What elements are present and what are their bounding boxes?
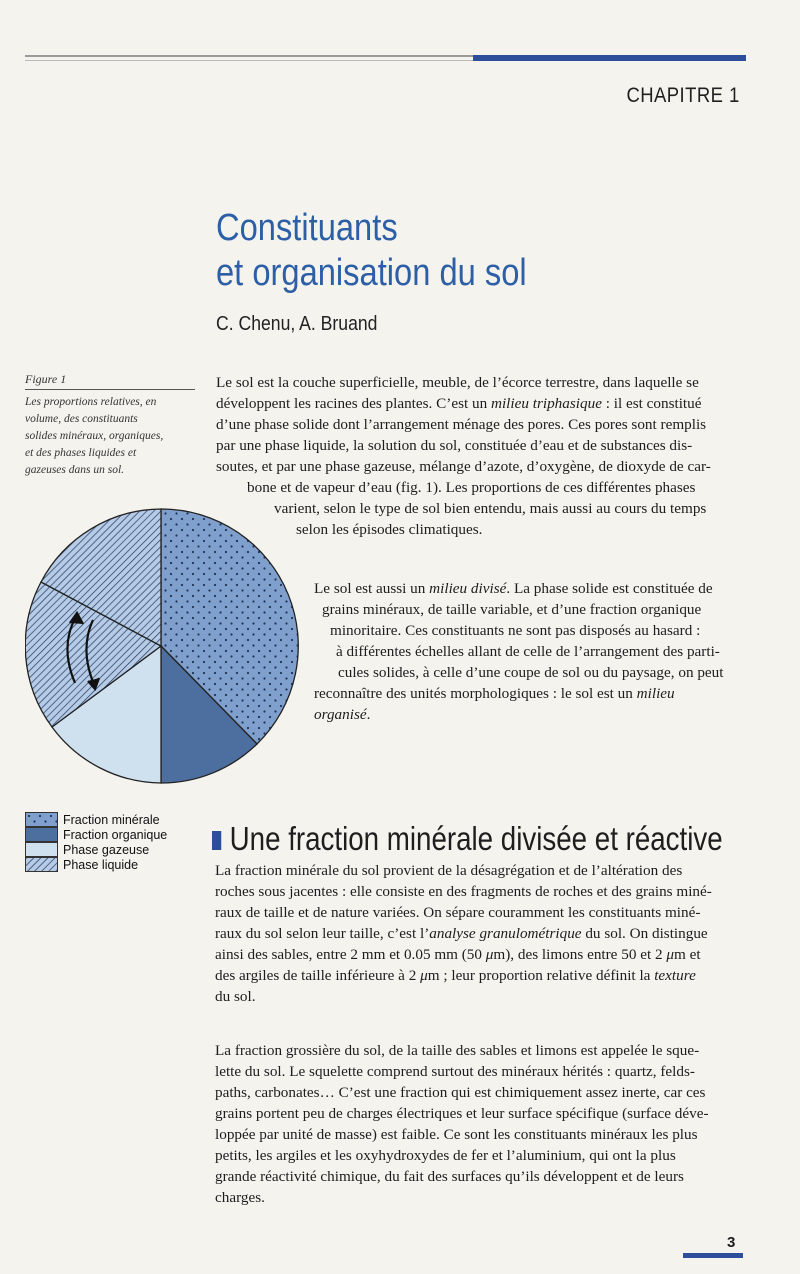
legend-item-organic: [25, 827, 167, 842]
section-bullet-icon: [212, 831, 221, 850]
para3-line: raux de taille et de nature variées. On sépare couramment les constituants miné-: [215, 904, 701, 921]
figure-caption-line: volume, des constituants: [25, 413, 138, 425]
para2-line: cules solides, à celle d’une coupe de sol ou du paysage, on peut: [338, 664, 724, 681]
figure-caption: [25, 394, 200, 479]
figure-label: Figure 1: [25, 372, 67, 386]
soil-phase-pie-chart: [25, 505, 305, 787]
para3-line: des argiles de taille inférieure à 2 μm ; leur proportion relative définit la texture: [215, 967, 696, 984]
mineral-fraction-paragraph: [215, 860, 743, 1007]
legend-swatch-organic: [25, 827, 58, 842]
intro-line: soutes, et par une phase gazeuse, mélange d’azote, d’oxygène, de dioxyde de car-: [216, 458, 711, 475]
para2-line: minoritaire. Ces constituants ne sont pas disposés au hasard :: [330, 622, 701, 639]
legend-swatch-gas: [25, 842, 58, 857]
chapter-label: CHAPITRE 1: [626, 84, 740, 107]
legend-item-mineral: [25, 812, 167, 827]
legend-label: Fraction minérale: [63, 812, 160, 827]
para4-line: loppée par unité de masse) est faible. Ce sont les constituants minéraux les plus: [215, 1126, 698, 1143]
para3-line: roches sous jacentes : elle consiste en des fragments de roches et des grains miné-: [215, 883, 712, 900]
para2-line: à différentes échelles allant de celle de l’arrangement des parti-: [336, 643, 720, 660]
legend-label: Phase gazeuse: [63, 842, 150, 857]
para3-line: du sol.: [215, 988, 256, 1005]
header-rule-thin: [25, 55, 473, 57]
figure-caption-line: Les proportions relatives, en: [25, 396, 157, 408]
para2-line: Le sol est aussi un milieu divisé. La phase solide est constituée de: [314, 580, 713, 597]
figure-caption-line: et des phases liquides et: [25, 447, 137, 459]
para4-line: lette du sol. Le squelette comprend surtout des minéraux hérités : quartz, felds-: [215, 1063, 695, 1080]
figure-caption-line: gazeuses dans un sol.: [25, 464, 125, 476]
para3-line: ainsi des sables, entre 2 mm et 0.05 mm (50 μm), des limons entre 50 et 2 μm et: [215, 946, 701, 963]
intro-line: selon les épisodes climatiques.: [296, 521, 483, 538]
para4-line: grande réactivité chimique, du fait des surfaces qu’ils développent et de leurs: [215, 1168, 684, 1185]
para4-line: charges.: [215, 1189, 265, 1206]
skeleton-paragraph: [215, 1040, 743, 1208]
figure-caption-line: solides minéraux, organiques,: [25, 430, 164, 442]
intro-line: par une phase liquide, la solution du sol, constituée d’eau et de substances dis-: [216, 437, 693, 454]
page-number-rule: [683, 1253, 743, 1258]
intro-line: varient, selon le type de sol bien entendu, mais aussi au cours du temps: [274, 500, 707, 517]
authors: C. Chenu, A. Bruand: [216, 313, 378, 335]
chapter-title-line2: et organisation du sol: [216, 252, 527, 294]
para2-line: reconnaître des unités morphologiques : le sol est un milieu: [314, 685, 675, 702]
header-rule-thin-secondary: [25, 60, 473, 61]
para2-line: organisé.: [314, 706, 371, 723]
chapter-title-line1: Constituants: [216, 207, 398, 249]
figure-caption-rule: [25, 389, 195, 390]
para4-line: La fraction grossière du sol, de la taille des sables et limons est appelée le sque-: [215, 1042, 700, 1059]
legend-item-gas: [25, 842, 167, 857]
para2-line: grains minéraux, de taille variable, et d’une fraction organique: [322, 601, 702, 618]
legend-label: Phase liquide: [63, 857, 139, 872]
intro-line: développent les racines des plantes. C’est un milieu triphasique : il est constitué: [216, 395, 702, 412]
legend-label: Fraction organique: [63, 827, 168, 842]
intro-line: Le sol est la couche superficielle, meuble, de l’écorce terrestre, dans laquelle se: [216, 374, 699, 391]
para3-line: raux du sol selon leur taille, c’est l’analyse granulométrique du sol. On distingue: [215, 925, 708, 942]
divided-medium-paragraph: [314, 578, 742, 725]
para4-line: paths, carbonates… C’est une fraction qui est chimiquement assez inerte, car ces: [215, 1084, 706, 1101]
legend-item-liquid: [25, 857, 167, 872]
figure-legend: [25, 812, 167, 872]
legend-swatch-liquid: [25, 857, 58, 872]
intro-line: d’une phase solide dont l’arrangement ménage des pores. Ces pores sont remplis: [216, 416, 707, 433]
section-heading-text: Une fraction minérale divisée et réactive: [229, 820, 723, 857]
chapter-title: [216, 206, 527, 296]
intro-line: bone et de vapeur d’eau (fig. 1). Les proportions de ces différentes phases: [247, 479, 696, 496]
para4-line: petits, les argiles et les oxyhydroxydes de fer et l’aluminium, qui ont la plus: [215, 1147, 676, 1164]
legend-swatch-mineral: [25, 812, 58, 827]
page-number: 3: [727, 1234, 736, 1251]
header-rule-accent: [473, 55, 746, 61]
section-heading: [212, 820, 723, 858]
para3-line: La fraction minérale du sol provient de la désagrégation et de l’altération des: [215, 862, 683, 879]
para4-line: grains portent peu de charges électriques et leur surface spécifique (surface déve-: [215, 1105, 709, 1122]
